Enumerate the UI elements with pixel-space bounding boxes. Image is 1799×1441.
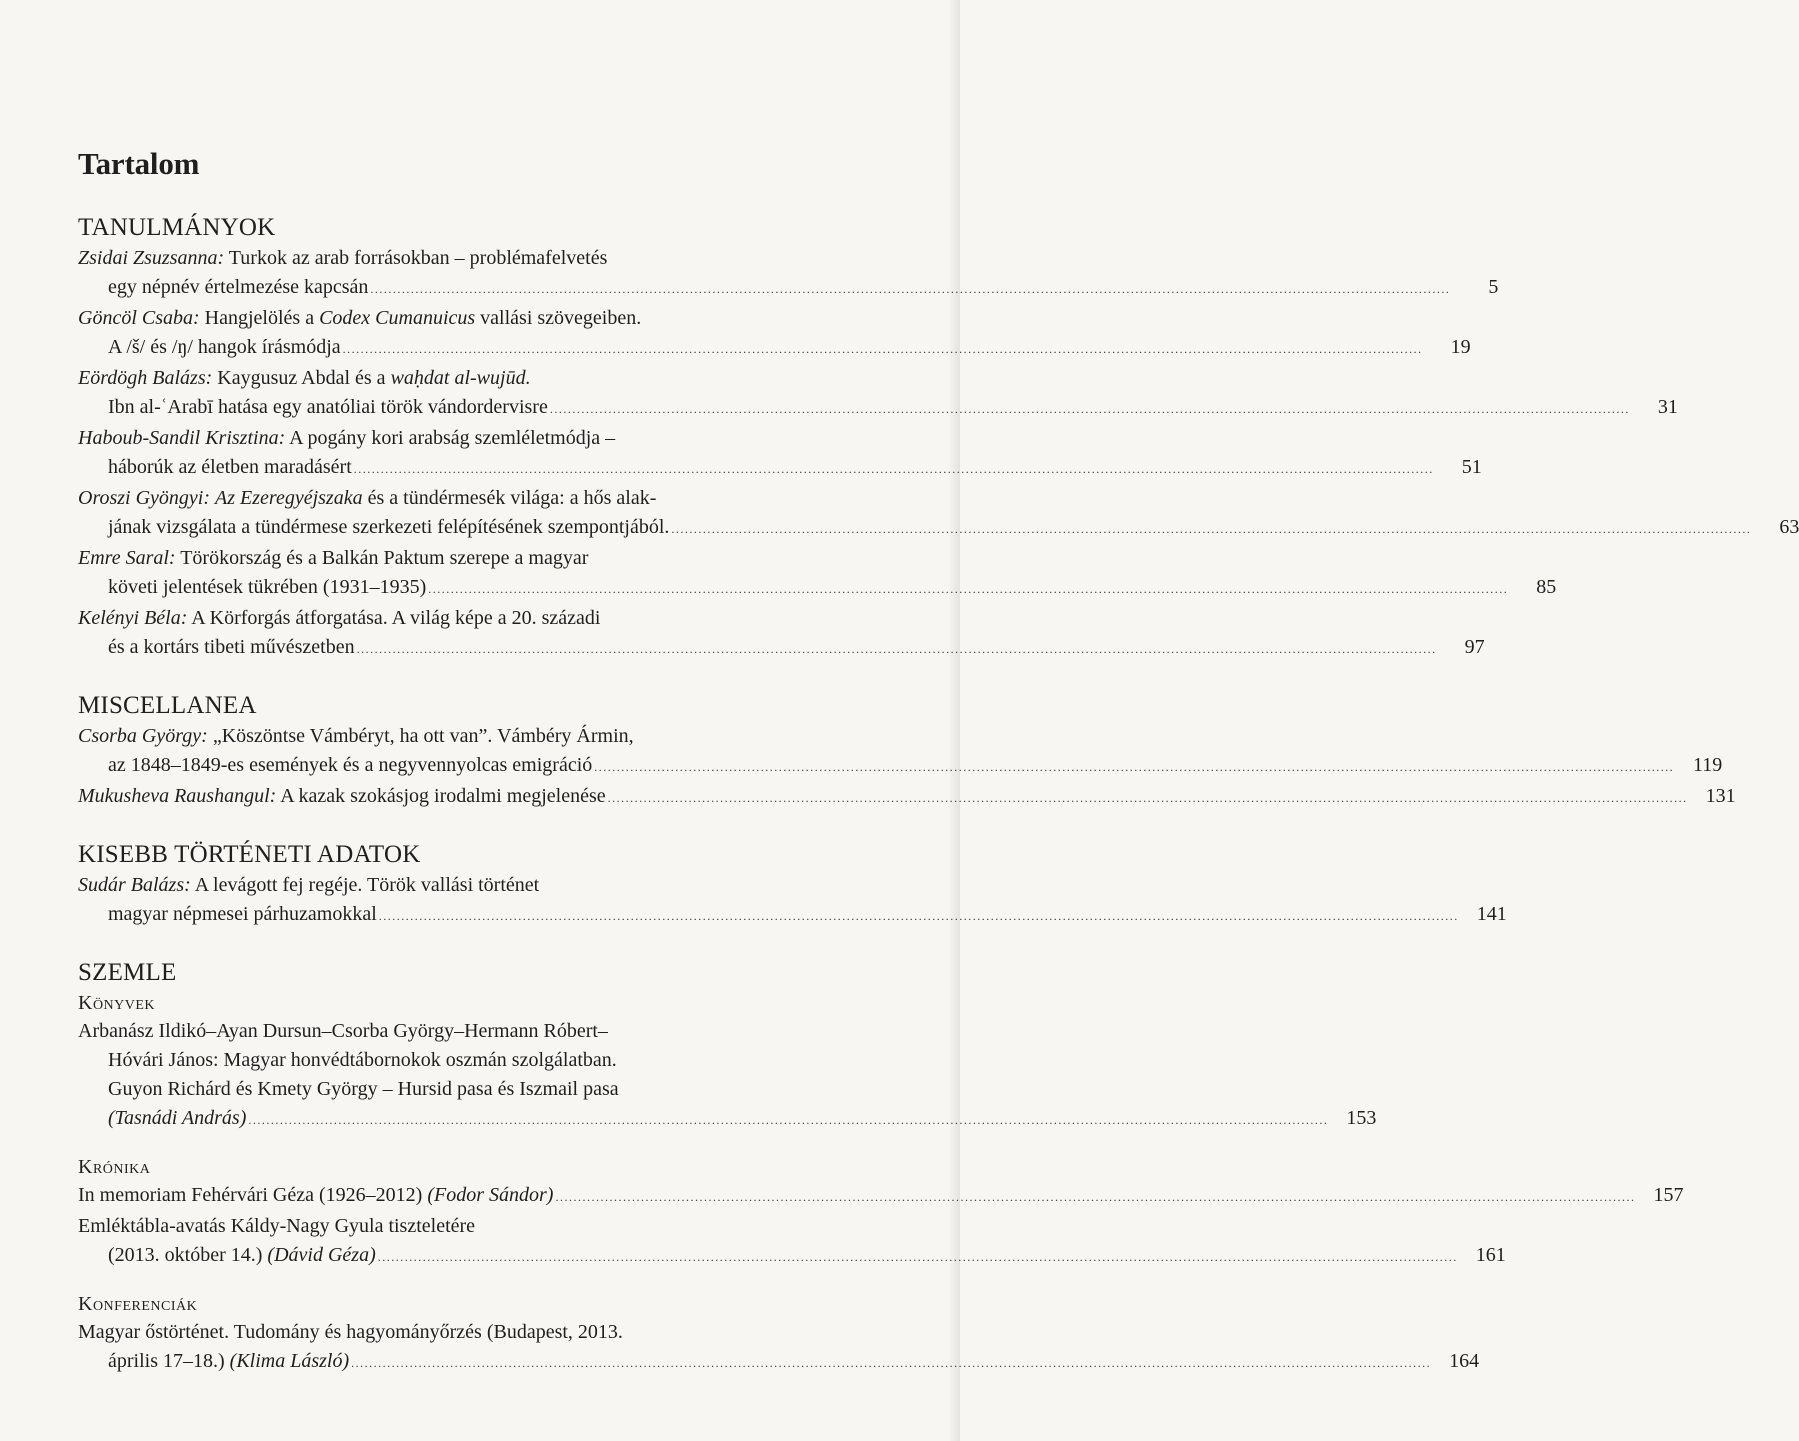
entry-title-cont: és a kortárs tibeti művészetben xyxy=(108,636,355,658)
entry-title: Kaygusuz Abdal és a xyxy=(212,367,391,389)
entry-page-number: 19 xyxy=(1450,336,1471,358)
entry-author: Mukusheva Raushangul: xyxy=(78,785,277,807)
leader-dots xyxy=(370,275,1450,304)
toc-entry[interactable] xyxy=(78,424,1482,484)
leader-dots xyxy=(428,575,1508,604)
entry-author: Haboub-Sandil Krisztina: xyxy=(78,427,286,449)
entry-author: Kelényi Béla: xyxy=(78,607,188,629)
section-heading: TANULMÁNYOK xyxy=(78,214,276,241)
leader-dots xyxy=(550,395,1630,424)
section-heading: KISEBB TÖRTÉNETI ADATOK xyxy=(78,841,421,868)
entry-title: Turkok az arab forrásokban – problémafelvetés xyxy=(224,247,608,269)
toc-entry[interactable] xyxy=(78,244,1499,304)
entry-page-number: 161 xyxy=(1475,1244,1506,1266)
entry-title: Emléktábla-avatás Káldy-Nagy Gyula tiszteletére xyxy=(78,1215,476,1237)
toc-entry[interactable] xyxy=(78,484,1799,544)
leader-dots xyxy=(248,1106,1328,1135)
entry-page-number: 31 xyxy=(1657,396,1678,418)
entry-author: Eördögh Balázs: xyxy=(78,367,213,389)
subsection-heading-konyvek: Könyvek xyxy=(78,992,156,1014)
entry-title: „Köszöntse Vámbéryt, ha ott van”. Vámbéry Ármin, xyxy=(207,725,634,747)
entry-page-number: 97 xyxy=(1464,636,1485,658)
subsection-heading-kronika: Krónika xyxy=(78,1156,151,1178)
entry-author: Zsidai Zsuzsanna: xyxy=(78,247,225,269)
toc-entry[interactable] xyxy=(78,782,1736,813)
entry-page-number: 63 xyxy=(1779,516,1799,538)
leader-dots xyxy=(379,902,1459,931)
entry-title: A levágott fej regéje. Török vallási történet xyxy=(190,874,540,896)
entry-title-italic: Az Ezeregyéjszaka xyxy=(215,487,363,509)
entry-title-cont: háborúk az életben maradásért xyxy=(108,456,352,478)
page-edge-shadow xyxy=(948,0,960,1441)
entry-title-cont: követi jelentések tükrében (1931–1935) xyxy=(108,576,427,598)
leader-dots xyxy=(608,784,1688,813)
leader-dots xyxy=(594,753,1674,782)
entry-title: Hangjelölés a xyxy=(199,307,320,329)
entry-author: Oroszi Gyöngyi: xyxy=(78,487,211,509)
entry-reviewer: (Tasnádi András) xyxy=(108,1107,247,1129)
entry-page-number: 85 xyxy=(1536,576,1557,598)
entry-page-number: 119 xyxy=(1693,754,1723,776)
entry-title: Arbanász Ildikó–Ayan Dursun–Csorba György–Hermann Róbert– xyxy=(78,1020,608,1042)
toc-entry[interactable] xyxy=(78,604,1485,664)
entry-reviewer: (Dávid Géza) xyxy=(267,1244,376,1266)
subsection-heading-konferenciak: Konferenciák xyxy=(78,1293,198,1315)
toc-entry[interactable] xyxy=(78,304,1471,364)
entry-title: A pogány kori arabság szemléletmódja – xyxy=(285,427,616,449)
entry-author: Sudár Balázs: xyxy=(78,874,191,896)
entry-title: A Körforgás átforgatása. A világ képe a 20. századi xyxy=(187,607,601,629)
leader-dots xyxy=(351,1349,1431,1378)
section-tanulmanyok xyxy=(78,212,1799,664)
entry-title: Törökország és a Balkán Paktum szerepe a magyar xyxy=(175,547,589,569)
entry-page-number: 5 xyxy=(1488,276,1499,298)
toc-entry[interactable] xyxy=(78,544,1557,604)
section-miscellanea xyxy=(78,690,1736,813)
entry-title-cont: (2013. október 14.) xyxy=(108,1244,268,1266)
toc-entry[interactable] xyxy=(78,1017,1377,1135)
page-title: Tartalom xyxy=(78,146,200,181)
entry-title-cont: egy népnév értelmezése kapcsán xyxy=(108,276,369,298)
toc-entry[interactable] xyxy=(78,364,1678,424)
entry-title-cont: Guyon Richárd és Kmety György – Hursid pasa és Iszmail pasa xyxy=(108,1078,619,1100)
entry-page-number: 153 xyxy=(1346,1107,1377,1129)
section-szemle xyxy=(78,957,1684,1378)
entry-title: vallási szövegeiben. xyxy=(475,307,642,329)
entry-title-cont: jának vizsgálata a tündérmese szerkezeti felépítésének szempontjából. xyxy=(108,516,670,538)
entry-author: Emre Saral: xyxy=(78,547,176,569)
entry-title-cont: április 17–18.) xyxy=(108,1350,230,1372)
entry-page-number: 157 xyxy=(1653,1184,1684,1206)
entry-title-cont: Ibn al-ʿArabī hatása egy anatóliai török vándordervisre xyxy=(108,396,548,418)
entry-reviewer: (Fodor Sándor) xyxy=(427,1184,554,1206)
section-heading: MISCELLANEA xyxy=(78,692,257,719)
toc-entry[interactable] xyxy=(78,1181,1684,1212)
leader-dots xyxy=(357,635,1437,664)
leader-dots xyxy=(354,455,1434,484)
table-of-contents xyxy=(78,140,1799,1378)
entry-page-number: 141 xyxy=(1476,903,1507,925)
entry-title-italic: waḥdat al-wujūd. xyxy=(390,367,531,389)
entry-author: Göncöl Csaba: xyxy=(78,307,200,329)
entry-title-cont: Hóvári János: Magyar honvédtábornokok oszmán szolgálatban. xyxy=(108,1049,617,1071)
leader-dots xyxy=(555,1183,1635,1212)
entry-title-cont: magyar népmesei párhuzamokkal xyxy=(108,903,377,925)
entry-page-number: 131 xyxy=(1705,785,1736,807)
entry-title-cont: az 1848–1849-es események és a negyvennyolcas emigráció xyxy=(108,754,593,776)
leader-dots xyxy=(671,515,1751,544)
entry-reviewer: (Klima László) xyxy=(229,1350,350,1372)
entry-author: Csorba György: xyxy=(78,725,208,747)
toc-entry[interactable] xyxy=(78,1318,1480,1378)
entry-page-number: 51 xyxy=(1461,456,1482,478)
entry-title: Magyar őstörténet. Tudomány és hagyományőrzés (Budapest, 2013. xyxy=(78,1321,623,1343)
entry-title: A kazak szokásjog irodalmi megjelenése xyxy=(276,785,606,807)
toc-entry[interactable] xyxy=(78,722,1723,782)
entry-title: és a tündérmesék világa: a hős alak- xyxy=(362,487,657,509)
section-heading: SZEMLE xyxy=(78,959,177,986)
toc-entry[interactable] xyxy=(78,1212,1506,1272)
entry-title-italic: Codex Cumanuicus xyxy=(319,307,476,329)
leader-dots xyxy=(378,1243,1458,1272)
section-kisebb-torteneti-adatok xyxy=(78,839,1507,931)
entry-title-cont: A /š/ és /ŋ/ hangok írásmódja xyxy=(108,336,341,358)
toc-entry[interactable] xyxy=(78,871,1507,931)
entry-title: In memoriam Fehérvári Géza (1926–2012) xyxy=(78,1184,428,1206)
leader-dots xyxy=(343,335,1423,364)
entry-page-number: 164 xyxy=(1449,1350,1480,1372)
